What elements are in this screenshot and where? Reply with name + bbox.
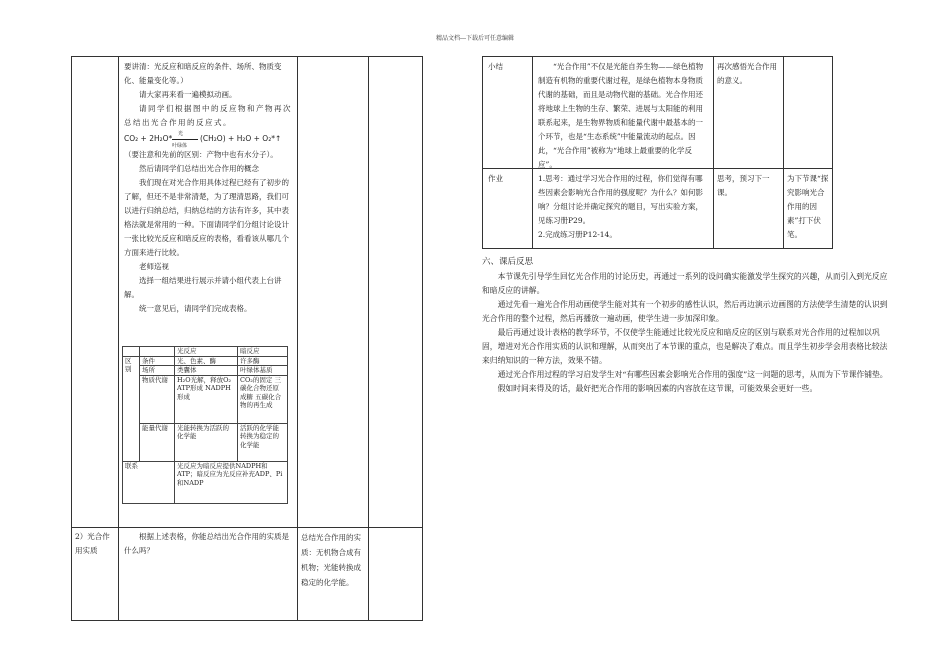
cell-dark: 叶绿体基质 — [238, 366, 288, 376]
reflection-para-1: 本节课先引导学生回忆光合作用的讨论历史，再通过一系列的设问确实能激发学生探究的兴趣，从而引入到光反应和暗反应的讲解。 — [482, 272, 888, 295]
process-para-7: 老师巡视 — [139, 262, 169, 271]
process-para-9: 统一意见后，请同学们完成表格。 — [139, 304, 252, 313]
row-label: 物质代谢 — [140, 375, 175, 423]
col-dark-reaction: 暗反应 — [238, 347, 288, 357]
process-para-6: 我们现在对光合作用具体过程已经有了初步的了解，但还不是非常清楚，为了理清思路，我们可以进行归纳总结，归纳总结的方法有许多，其中表格法就是常用的一种。下面请同学们分组讨论设计一张比较光反应和暗反应的表格，看看该从哪几个方面来进行比较。 — [124, 178, 289, 257]
row-essence-label: 2）光合作用实质 — [75, 532, 110, 555]
homework-content — [538, 172, 710, 242]
group-label-difference: 区别 — [123, 356, 140, 461]
reflection-para-2: 通过先看一遍光合作用动画使学生能对其有一个初步的感性认识，然后再边演示边画图的方法使学生清楚的认识到光合作用的整个过程，然后再播放一遍动画，使学生进一步加深印象。 — [482, 300, 888, 323]
summary-note: 再次感悟光合作用的意义。 — [717, 62, 777, 85]
row-essence-note: 总结光合作用的实质：无机物合成有机物；光能转换成稳定的化学能。 — [301, 533, 361, 587]
cell-link: 光反应为暗反应提供NADPH和ATP；暗反应为光反应补充ADP、Pi和NADP — [175, 461, 288, 503]
row-label: 场所 — [140, 366, 175, 376]
equation-condition-light: 光 — [178, 131, 184, 137]
reflection-para-3: 最后再通过设计表格的教学环节，不仅使学生能通过比较光反应和暗反应的区别与联系对光合作用的过程加以巩固，增进对光合作用实质的认识和理解，从而突出了本节课的重点，也是解决了难点。而且学生初步学会用表格比较法来归纳知识的一种方法，效果不错。 — [482, 328, 888, 365]
equation-condition-chloroplast: 叶绿体 — [172, 143, 188, 149]
cell-dark: 活跃的化学能转换为稳定的化学能 — [238, 423, 288, 461]
light-dark-reaction-table — [122, 346, 288, 504]
reflection-heading: 六、课后反思 — [482, 257, 534, 267]
cell-light: 光能转换为活跃的化学能 — [175, 423, 238, 461]
homework-purpose: 为下节课“探究影响光合作用的因素”打下伏笔。 — [787, 174, 829, 239]
page-header-note: 精品文档---下载后可任意编辑 — [435, 35, 515, 42]
photosynthesis-equation: CO₂ + 2H₂O* 光 叶绿体 (CH₂O) + H₂O + O₂*↑ — [124, 130, 294, 148]
cell-light: 光、色素、酶 — [175, 356, 238, 366]
cell-light: 类囊体 — [175, 366, 238, 376]
homework-item-2: 2.完成练习册P12-14。 — [538, 230, 617, 239]
cell-dark: 许多酶 — [238, 356, 288, 366]
cell-dark: CO₂的固定 三碳化合物还原成糖 五碳化合物的再生成 — [238, 375, 288, 423]
homework-label: 作业 — [488, 174, 503, 183]
process-para-8: 选择一组结果进行展示并请小组代表上台讲解。 — [124, 276, 282, 299]
reflection-para-4: 通过光合作用过程的学习启发学生对“有哪些因素会影响光合作用的强度”这一问题的思考，从而为下节课作铺垫。 — [497, 370, 888, 379]
reflection-section — [482, 255, 892, 396]
process-para-3: 请同学们根据图中的反应物和产物再次总结出光合作用的反应式。 — [124, 104, 292, 127]
process-para-5: 然后请同学们总结出光合作用的概念 — [139, 164, 259, 173]
row-label: 条件 — [140, 356, 175, 366]
homework-item-1: 1.思考：通过学习光合作用的过程，你们觉得有哪些因素会影响光合作用的强度呢？为什么？如何影响？分组讨论并确定探究的题目，写出实验方案，见练习册P29。 — [538, 174, 703, 225]
col-light-reaction: 光反应 — [175, 347, 238, 357]
process-para-1: 要讲清：光反应和暗反应的条件、场所、物质变化、能量变化等。） — [124, 62, 282, 85]
summary-content: “光合作用”不仅是光能自养生物——绿色植物制造有机物的重要代谢过程，是绿色植物本身物质代谢的基础，而且是动物代谢的基础。光合作用还将地球上生物的生存、繁荣、进展与太阳能的利用联系起来，是生物界物质和能量代谢中最基本的一个环节，也是“生态系统”中能量流动的起点。因此，“光合作用”被称为“地球上最重要的化学反应”。 — [538, 62, 704, 169]
row-label-link: 联系 — [123, 461, 175, 503]
process-para-4: （要注意和先前的区别：产物中也有水分子）。 — [124, 150, 278, 159]
summary-label: 小结 — [488, 62, 503, 71]
reflection-para-5: 假如时间来得及的话，最好把光合作用的影响因素的内容放在这节课，可能效果会更好一些。 — [497, 384, 818, 393]
row-essence-content: 根据上述表格，你能总结出光合作用的实质是什么吗？ — [124, 532, 289, 555]
homework-note: 思考，预习下一课。 — [717, 174, 770, 197]
left-process-content — [124, 60, 294, 316]
cell-light: H₂O光解，释放O₂ ATP形成 NADPH形成 — [175, 375, 238, 423]
row-label: 能量代谢 — [140, 423, 175, 461]
process-para-2: 请大家再来看一遍模拟动画。 — [139, 90, 237, 99]
